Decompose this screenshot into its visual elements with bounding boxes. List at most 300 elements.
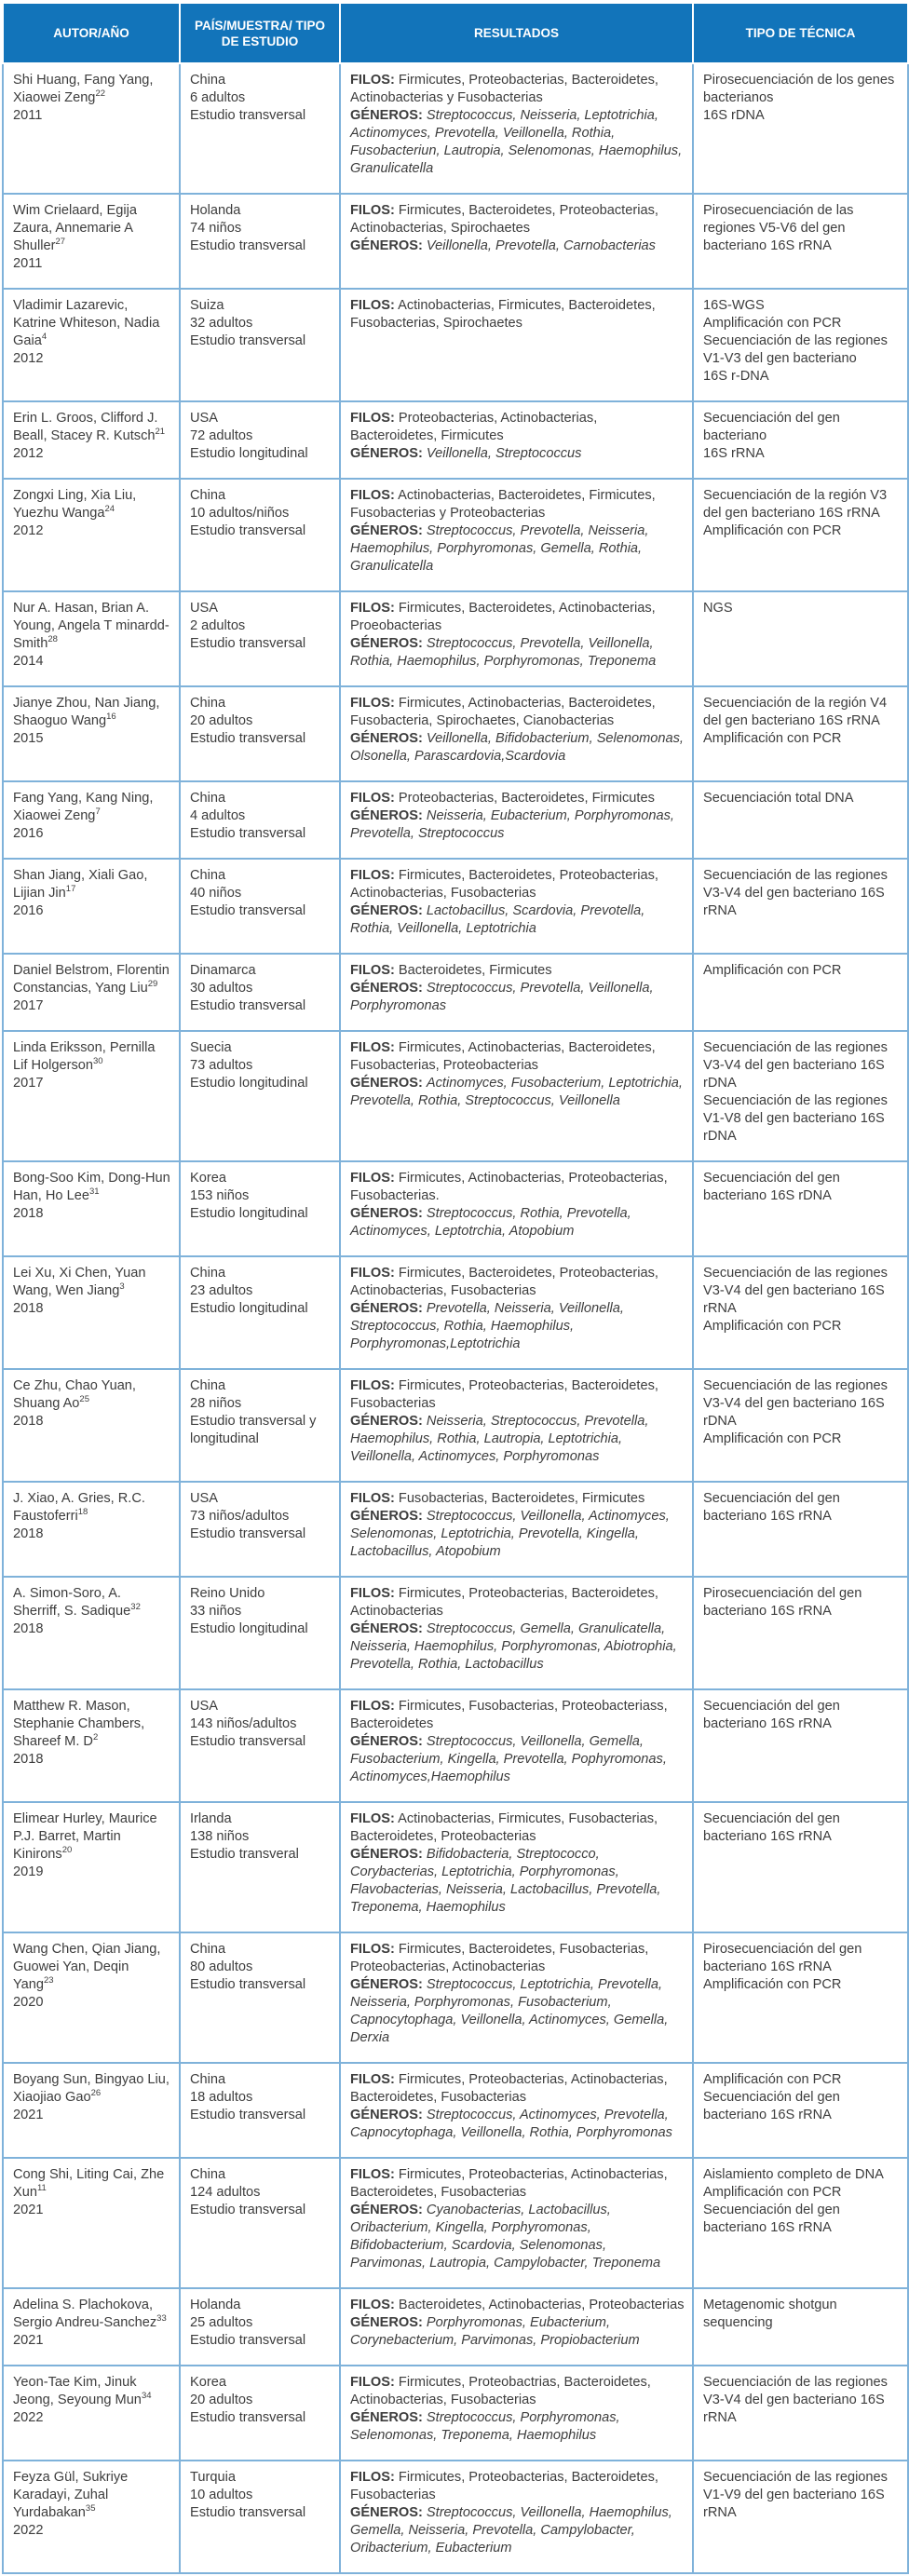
technique-line: Secuenciación de la región V4 del gen bacteriano 16S rRNA [703,696,888,728]
generos-label: GÉNEROS: [350,108,423,123]
table-row [3,289,908,401]
technique-cell [693,63,908,194]
author-ref: 33 [156,2313,167,2325]
study-type: Estudio transveral [190,1847,299,1862]
technique-cell [693,781,908,859]
author-ref: 34 [141,2391,152,2402]
generos-line [350,2409,685,2445]
table-row [3,479,908,591]
generos-label: GÉNEROS: [350,1509,423,1524]
study-country: China [190,73,226,88]
author-names: Matthew R. Mason, Stephanie Chambers, Shareef M. $D^2$ [13,1699,145,1749]
generos-label: GÉNEROS: [350,731,423,746]
filos-label: FILOS: [350,2072,395,2087]
technique-cell [693,289,908,401]
author-names: Wim Crielaard, Egija Zaura, Annemarie A Shuller$^{27}$ [13,203,137,253]
technique-line: Amplificación con PCR [703,2072,842,2087]
generos-label: GÉNEROS: [350,1076,423,1091]
generos-list: Prevotella, Neisseria, Veillonella, Streptococcus, Rothia, Haemophilus, Porphyromonas,Leptotrichia [350,1301,624,1351]
study-country: USA [190,1491,219,1506]
study-type: Estudio transversal [190,108,306,123]
filos-line: FILOS: Firmicutes, Bacteroidetes, Fusobacterias, Proteobacterias, Actinobacterias [350,1942,649,1974]
country-sample-cell [180,1802,340,1932]
author-year-cell [3,1256,180,1369]
table-row [3,781,908,859]
filos-line: FILOS: Proteobacterias, Actinobacterias, Bacteroidetes, Firmicutes [350,411,598,443]
table-body [3,63,908,2573]
header-pais-muestra: PAÍS/MUESTRA/ TIPO DE ESTUDIO [180,3,340,63]
author-year: 2018 [13,1621,44,1636]
filos-line: FILOS: Firmicutes, Bacteroidetes, Proteobacterias, Actinobacterias, Spirochaetes [350,203,658,236]
author-year-cell [3,401,180,479]
author-year: 2017 [13,998,44,1013]
author-ref: 32 [130,1602,141,1613]
country-sample-cell [180,954,340,1031]
study-type: Estudio transversal [190,998,306,1013]
filos-label: FILOS: [350,601,395,616]
filos-line: FILOS: Fusobacterias, Bacteroidetes, Firmicutes [350,1491,645,1506]
literature-review-table [2,2,909,2574]
table-row [3,686,908,781]
technique-cell [693,1577,908,1689]
technique-line: Secuenciación de las regiones V3-V4 del gen bacteriano 16S rDNA [703,1378,888,1429]
filos-label: FILOS: [350,1586,395,1601]
author-year: 2015 [13,731,44,746]
generos-line [350,980,685,1015]
results-cell [340,194,693,289]
author-ref: 2 [92,1732,99,1743]
study-sample: 138 niños [190,1829,250,1844]
country-sample-cell [180,1256,340,1369]
study-type: Estudio longitudinal [190,1621,308,1636]
results-cell [340,289,693,401]
author-names: Daniel Belstrom, Florentin Constancias, Yang Liu$^{29}$ [13,963,170,996]
author-names: Linda Eriksson, Pernilla Lif Holgerson$^{30}$ [13,1040,156,1073]
generos-line [350,1300,685,1353]
technique-cell [693,1256,908,1369]
results-cell [340,1161,693,1256]
study-sample: 153 niños [190,1188,250,1203]
author-year-cell [3,1932,180,2063]
technique-cell [693,686,908,781]
study-type: Estudio longitudinal [190,446,308,461]
author-ref: 3 [119,1281,125,1293]
generos-label: GÉNEROS: [350,636,423,651]
study-sample: 80 adultos [190,1959,253,1974]
generos-line [350,2107,685,2142]
generos-list: Actinomyces, Fusobacterium, Leptotrichia, Prevotella, Rothia, Streptococcus, Veillonella [350,1076,683,1108]
generos-list: Lactobacillus, Scardovia, Prevotella, Rothia, Veillonella, Leptotrichia [350,903,645,936]
study-country: China [190,488,226,503]
author-year-cell [3,2063,180,2158]
study-type: Estudio transversal [190,238,306,253]
technique-cell [693,591,908,686]
author-year: 2022 [13,2523,44,2538]
author-year: 2016 [13,826,44,841]
study-sample: 10 adultos/niños [190,506,290,521]
country-sample-cell [180,2158,340,2288]
generos-label: GÉNEROS: [350,523,423,538]
author-ref: 30 [93,1056,103,1067]
generos-list: Veillonella, Prevotella, Carnobacterias [426,238,656,253]
author-names: Feyza Gül, Sukriye Karadayi, Zuhal Yurdabakan$^{35}$ [13,2470,129,2520]
author-year-cell [3,194,180,289]
study-country: China [190,2072,226,2087]
study-country: Holanda [190,2298,241,2312]
results-cell [340,1689,693,1802]
results-cell [340,1932,693,2063]
author-ref: 7 [95,807,101,818]
study-sample: 124 adultos [190,2185,261,2200]
technique-line: Secuenciación del gen bacteriano 16S rRNA [703,1811,840,1844]
country-sample-cell [180,2461,340,2573]
generos-list: Veillonella, Bifidobacterium, Selenomonas, Olsonella, Parascardovia,Scardovia [350,731,684,764]
author-year: 2021 [13,2108,44,2122]
table-row [3,401,908,479]
technique-cell [693,2063,908,2158]
results-cell [340,1031,693,1161]
technique-line: Amplificación con PCR [703,316,842,331]
filos-label: FILOS: [350,2375,395,2390]
generos-label: GÉNEROS: [350,1734,423,1749]
generos-line [350,902,685,938]
study-country: Irlanda [190,1811,232,1826]
generos-list: Streptococcus, Prevotella, Neisseria, Haemophilus, Porphyromonas, Gemella, Rothia, Granulicatella [350,523,649,574]
country-sample-cell [180,63,340,194]
author-year-cell [3,954,180,1031]
technique-line: Metagenomic shotgun sequencing [703,2298,837,2330]
study-sample: 33 niños [190,1604,242,1619]
technique-line: Secuenciación de la región V3 del gen bacteriano 16S rRNA [703,488,888,521]
results-cell [340,1482,693,1577]
filos-label: FILOS: [350,696,395,711]
author-year-cell [3,289,180,401]
table-row [3,954,908,1031]
filos-label: FILOS: [350,73,395,88]
study-sample: 4 adultos [190,808,246,823]
study-sample: 28 niños [190,1396,242,1411]
filos-label: FILOS: [350,1378,395,1393]
technique-cell [693,194,908,289]
filos-line: FILOS: Firmicutes, Bacteroidetes, Proteobacterias, Actinobacterias, Fusobacterias [350,868,658,901]
generos-label: GÉNEROS: [350,1847,423,1862]
table-row [3,1577,908,1689]
table-header [3,3,908,63]
table-row [3,63,908,194]
technique-line: Amplificación con PCR [703,731,842,746]
results-cell [340,63,693,194]
author-ref: 27 [55,237,66,248]
study-sample: 20 adultos [190,2393,253,2407]
generos-label: GÉNEROS: [350,1301,423,1316]
filos-label: FILOS: [350,791,395,806]
technique-line: 16S-WGS [703,298,765,313]
technique-cell [693,2366,908,2461]
author-ref: 28 [47,634,58,645]
author-ref: 23 [44,1975,54,1986]
author-year: 2018 [13,1206,44,1221]
filos-line: FILOS: Firmicutes, Proteobacterias, Bacteroidetes, Fusobacterias [350,1378,658,1411]
filos-line: FILOS: Firmicutes, Proteobacterias, Bacteroidetes, Actinobacterias [350,1586,658,1619]
technique-line: Pirosecuenciación de los genes bacterianos [703,73,895,105]
technique-line: Pirosecuenciación de las regiones V5-V6 del gen bacteriano 16S rRNA [703,203,854,253]
study-country: USA [190,601,219,616]
study-type: Estudio longitudinal [190,1076,308,1091]
author-names: Zongxi Ling, Xia Liu, Yuezhu Wanga$^{24}$ [13,488,137,521]
results-cell [340,859,693,954]
filos-line: FILOS: Firmicutes, Proteobacterias, Actinobacterias, Bacteroidetes, Fusobacterias [350,2167,668,2200]
study-country: Suiza [190,298,224,313]
generos-list: Streptococcus, Prevotella, Veillonella, Porphyromonas [350,981,654,1013]
author-ref: 11 [36,2183,47,2194]
technique-cell [693,2461,908,2573]
filos-line: FILOS: Firmicutes, Actinobacterias, Bacteroidetes, Fusobacteria, Spirochaetes, Cianobacterias [350,696,656,728]
results-cell [340,2288,693,2366]
author-year-cell [3,1577,180,1689]
technique-line: Pirosecuenciación del gen bacteriano 16S rRNA [703,1942,862,1974]
study-country: USA [190,1699,219,1714]
study-country: Suecia [190,1040,232,1055]
author-year: 2012 [13,523,44,538]
author-names: Bong-Soo Kim, Dong-Hun Han, Ho Lee$^{31}$ [13,1171,170,1203]
author-ref: 26 [90,2088,102,2099]
study-type: Estudio transversal [190,1526,306,1541]
study-country: China [190,1942,226,1957]
technique-line: 16S r-DNA [703,369,769,384]
author-ref: 22 [95,88,106,100]
country-sample-cell [180,1482,340,1577]
study-type: Estudio transversal [190,2203,306,2217]
country-sample-cell [180,1369,340,1482]
author-year: 2022 [13,2410,44,2425]
study-type: Estudio transversal [190,731,306,746]
author-year-cell [3,1369,180,1482]
study-country: Korea [190,2375,226,2390]
author-ref: 29 [147,979,158,990]
study-type: Estudio longitudinal [190,1301,308,1316]
author-year: 2021 [13,2333,44,2348]
filos-label: FILOS: [350,1942,395,1957]
author-year-cell [3,1482,180,1577]
technique-cell [693,1161,908,1256]
author-year: 2017 [13,1076,44,1091]
author-names: Cong Shi, Liting Cai, Zhe Xun$^{11}$ [13,2167,165,2200]
author-ref: 20 [61,1845,73,1856]
table-row [3,1369,908,1482]
author-year: 2021 [13,2203,44,2217]
filos-label: FILOS: [350,488,395,503]
technique-line: Secuenciación de las regiones V3-V4 del gen bacteriano 16S rRNA [703,868,888,918]
filos-label: FILOS: [350,2298,395,2312]
technique-cell [693,1689,908,1802]
generos-label: GÉNEROS: [350,1206,423,1221]
technique-line: Secuenciación del gen bacteriano 16S rRNA [703,2090,840,2122]
technique-cell [693,2158,908,2288]
author-year: 2014 [13,654,44,669]
study-sample: 32 adultos [190,316,253,331]
author-ref: 21 [155,427,166,438]
generos-list: Streptococcus, Veillonella, Actinomyces, Selenomonas, Leptotrichia, Prevotella, Kingella, Lactobacillus, Atopobium [350,1509,670,1559]
results-cell [340,2063,693,2158]
author-year-cell [3,1689,180,1802]
technique-cell [693,401,908,479]
generos-line [350,2504,685,2557]
filos-label: FILOS: [350,1491,395,1506]
results-cell [340,401,693,479]
generos-label: GÉNEROS: [350,238,423,253]
author-year: 2018 [13,1414,44,1429]
table-row [3,1932,908,2063]
generos-line [350,1976,685,2047]
technique-cell [693,1369,908,1482]
table-row [3,1031,908,1161]
technique-line: Pirosecuenciación del gen bacteriano 16S rRNA [703,1586,862,1619]
filos-line: FILOS: Firmicutes, Actinobacterias, Proteobacterias, Fusobacterias. [350,1171,668,1203]
country-sample-cell [180,194,340,289]
results-cell [340,954,693,1031]
filos-line: FILOS: Firmicutes, Bacteroidetes, Actinobacterias, Proeobacterias [350,601,656,633]
study-sample: 6 adultos [190,90,246,105]
author-year-cell [3,2158,180,2288]
generos-list: Streptococcus, Porphyromonas, Selenomonas, Treponema, Haemophilus [350,2410,620,2443]
generos-list: Neisseria, Eubacterium, Porphyromonas, Prevotella, Streptococcus [350,808,674,841]
table-row [3,1256,908,1369]
study-sample: 74 niños [190,221,242,236]
technique-cell [693,859,908,954]
study-country: China [190,868,226,883]
results-cell [340,591,693,686]
author-names: Shi Huang, Fang Yang, Xiaowei Zeng$^{22}$ [13,73,154,105]
country-sample-cell [180,479,340,591]
technique-line: 16S rRNA [703,446,765,461]
study-type: Estudio transversal [190,1977,306,1992]
author-names: Shan Jiang, Xiali Gao, Lijian Jin$^{17}$ [13,868,148,901]
generos-label: GÉNEROS: [350,903,423,918]
table-row [3,1482,908,1577]
study-type: Estudio transversal [190,2333,306,2348]
study-sample: 143 niños/adultos [190,1716,297,1731]
technique-line: Secuenciación del gen bacteriano 16S rRNA [703,2203,840,2235]
author-year-cell [3,1031,180,1161]
technique-line: Secuenciación de las regiones V1-V9 del gen bacteriano 16S rRNA [703,2470,888,2520]
author-names: Lei Xu, Xi Chen, Yuan Wang, Wen Jiang$^3$ [13,1266,146,1298]
study-country: China [190,1378,226,1393]
table-row [3,859,908,954]
author-year: 2012 [13,351,44,366]
table-row [3,591,908,686]
author-ref: 16 [106,712,116,723]
generos-line [350,1620,685,1674]
filos-label: FILOS: [350,963,395,978]
generos-line [350,107,685,178]
results-cell [340,479,693,591]
author-ref: 35 [85,2503,96,2515]
technique-cell [693,1031,908,1161]
table-row [3,2366,908,2461]
filos-line: FILOS: Proteobacterias, Bacteroidetes, Firmicutes [350,791,655,806]
filos-line: FILOS: Firmicutes, Bacteroidetes, Proteobacterias, Actinobacterias, Fusobacterias [350,1266,658,1298]
filos-label: FILOS: [350,1266,395,1281]
study-sample: 2 adultos [190,618,246,633]
country-sample-cell [180,2288,340,2366]
author-year: 2019 [13,1864,44,1879]
study-type: Estudio transversal [190,333,306,348]
generos-line [350,1508,685,1561]
study-type: Estudio transversal [190,636,306,651]
author-year-cell [3,479,180,591]
study-type: Estudio transversal [190,826,306,841]
generos-list: Streptococcus, Veillonella, Gemella, Fusobacterium, Kingella, Prevotella, Pophyromonas, Actinomyces,Haemophilus [350,1734,667,1784]
country-sample-cell [180,1031,340,1161]
generos-list: Neisseria, Streptococcus, Prevotella, Haemophilus, Rothia, Lautropia, Leptotrichia, Veillonella, Actinomyces, Porphyromonas [350,1414,649,1464]
author-year: 2018 [13,1752,44,1767]
generos-line [350,807,685,843]
technique-cell [693,2288,908,2366]
generos-line [350,237,685,255]
technique-line: Amplificación con PCR [703,1977,842,1992]
country-sample-cell [180,289,340,401]
generos-list: Streptococcus, Neisseria, Leptotrichia, Actinomyces, Prevotella, Veillonella, Rothia, Fusobacteriun, Lautropia, Selenomonas, Haemophilus, Granulicatella [350,108,683,176]
author-year-cell [3,686,180,781]
author-year: 2011 [13,256,43,271]
filos-label: FILOS: [350,411,395,426]
country-sample-cell [180,1689,340,1802]
filos-label: FILOS: [350,1699,395,1714]
country-sample-cell [180,781,340,859]
study-sample: 20 adultos [190,713,253,728]
generos-label: GÉNEROS: [350,2505,423,2520]
technique-line: Secuenciación del gen bacteriano 16S rDNA [703,1171,840,1203]
filos-line: FILOS: Bacteroidetes, Actinobacterias, Proteobacterias [350,2298,685,2312]
results-cell [340,1369,693,1482]
study-country: China [190,791,226,806]
results-cell [340,781,693,859]
author-ref: 24 [104,504,115,515]
study-country: USA [190,411,219,426]
technique-line: Amplificación con PCR [703,1431,842,1446]
author-ref: 25 [79,1394,89,1405]
generos-line [350,522,685,576]
generos-list: Bifidobacteria, Streptococco, Corybacterias, Leptotrichia, Porphyromonas, Flavobacterias, Neisseria, Lactobacillus, Prevotella, Treponema, Haemophilus [350,1847,661,1915]
generos-line [350,2202,685,2272]
country-sample-cell [180,1577,340,1689]
study-type: Estudio transversal [190,523,306,538]
country-sample-cell [180,591,340,686]
study-sample: 25 adultos [190,2315,253,2330]
generos-list: Veillonella, Streptococcus [426,446,582,461]
results-cell [340,2461,693,2573]
country-sample-cell [180,1932,340,2063]
author-names: A. Simon-Soro, A. Sherriff, S. Sadique$^{32}$ [13,1586,141,1619]
filos-label: FILOS: [350,298,395,313]
author-year: 2012 [13,446,44,461]
generos-list: Streptococcus, Rothia, Prevotella, Actinomyces, Leptotrchia, Atopobium [350,1206,631,1239]
table-row [3,2063,908,2158]
generos-label: GÉNEROS: [350,1621,423,1636]
study-type: Estudio transversal [190,903,306,918]
generos-label: GÉNEROS: [350,446,423,461]
table-row [3,1689,908,1802]
author-year-cell [3,1161,180,1256]
author-year: 2020 [13,1995,44,2010]
study-country: China [190,696,226,711]
generos-line [350,730,685,766]
study-sample: 30 adultos [190,981,253,996]
table-row [3,1161,908,1256]
author-year-cell [3,2461,180,2573]
table-row [3,194,908,289]
technique-cell [693,954,908,1031]
